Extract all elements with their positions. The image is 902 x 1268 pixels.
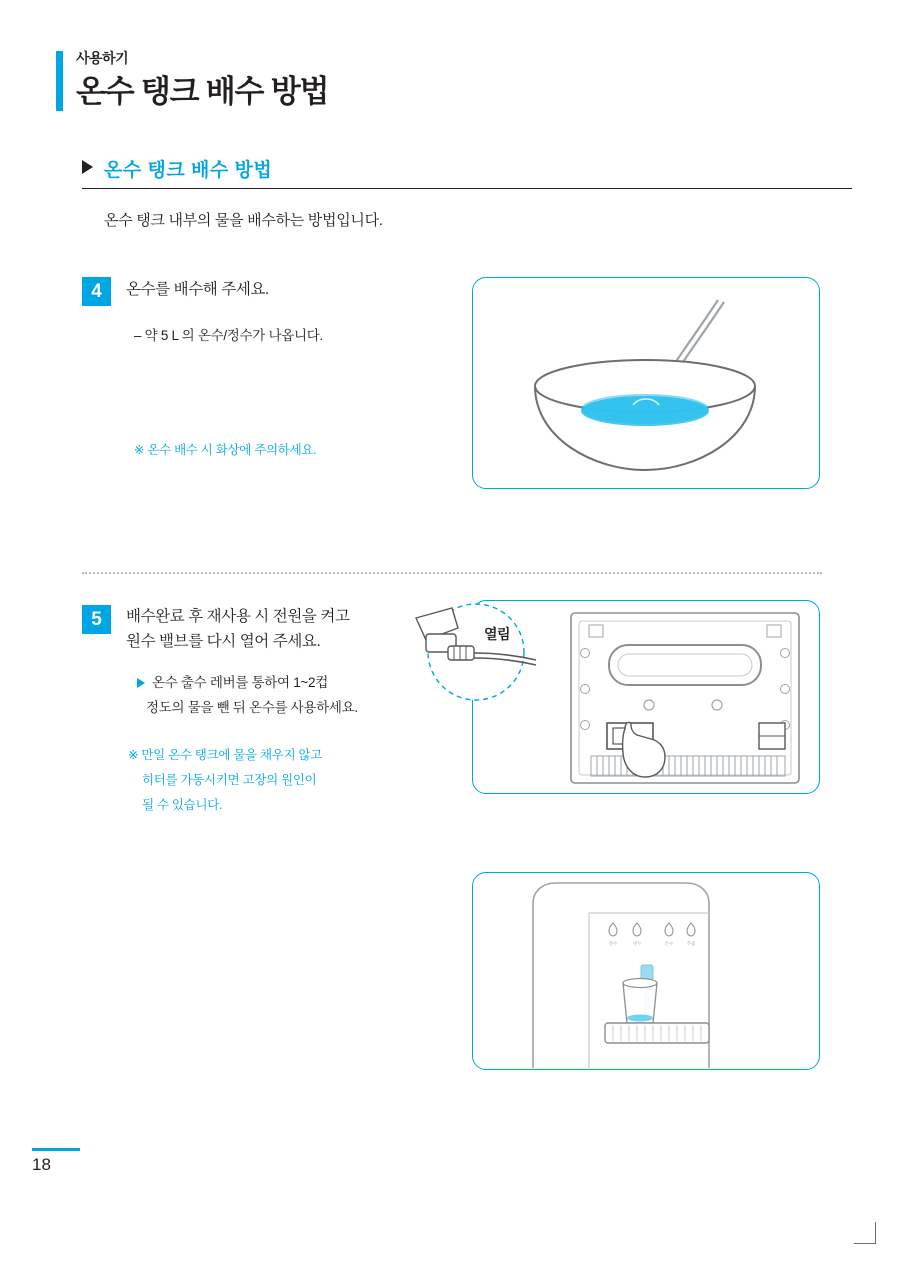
plug-open-label: 열림 bbox=[484, 626, 511, 642]
dispenser-svg bbox=[473, 873, 818, 1068]
section-lead-text: 온수 탱크 내부의 물을 배수하는 방법입니다. bbox=[104, 212, 383, 229]
step-5-note-line2: 히터를 가동시키면 고장의 원인이 bbox=[142, 773, 317, 787]
bullet-arrow-icon bbox=[137, 678, 145, 688]
step-5-subtext-line1: 온수 출수 레버를 통하여 1~2컵 bbox=[152, 675, 328, 690]
bowl-drain-svg bbox=[473, 278, 818, 487]
step-5-text-line2: 원수 밸브를 다시 열어 주세요. bbox=[126, 633, 321, 650]
svg-text:추출: 추출 bbox=[686, 941, 696, 946]
svg-text:온수: 온수 bbox=[664, 941, 674, 946]
corner-crop-mark bbox=[854, 1222, 876, 1244]
step-5-subtext-line2: 정도의 물을 뺀 뒤 온수를 사용하세요. bbox=[146, 700, 358, 715]
step-number-5: 5 bbox=[82, 605, 111, 634]
triangle-right-icon bbox=[82, 160, 93, 174]
section-divider bbox=[82, 188, 852, 189]
svg-text:냉수: 냉수 bbox=[632, 941, 642, 946]
step-number-4: 4 bbox=[82, 277, 111, 306]
step-5-text-line1: 배수완료 후 재사용 시 전원을 켜고 bbox=[126, 608, 350, 625]
step-4-subtext: – 약 5 L 의 온수/정수가 나옵니다. bbox=[134, 328, 323, 343]
page-number: 18 bbox=[32, 1155, 51, 1174]
header-eyebrow: 사용하기 bbox=[76, 50, 129, 66]
illustration-bowl-drain bbox=[472, 277, 820, 489]
plug-callout-svg bbox=[396, 600, 546, 708]
step-5-note-line3: 될 수 있습니다. bbox=[142, 798, 223, 812]
step-5-note-line1: ※ 만일 온수 탱크에 물을 채우지 않고 bbox=[128, 748, 323, 762]
illustration-dispenser bbox=[472, 872, 820, 1070]
footer-accent-rule bbox=[32, 1148, 80, 1151]
page-title: 온수 탱크 배수 방법 bbox=[76, 74, 329, 109]
section-title: 온수 탱크 배수 방법 bbox=[104, 160, 273, 181]
svg-text:정수: 정수 bbox=[608, 941, 618, 946]
step-4-text: 온수를 배수해 주세요. bbox=[126, 281, 269, 298]
illustration-plug-callout bbox=[396, 600, 546, 708]
step-4-note: ※ 온수 배수 시 화상에 주의하세요. bbox=[134, 443, 317, 457]
header-accent-bar bbox=[56, 51, 63, 111]
dotted-divider bbox=[82, 572, 822, 574]
